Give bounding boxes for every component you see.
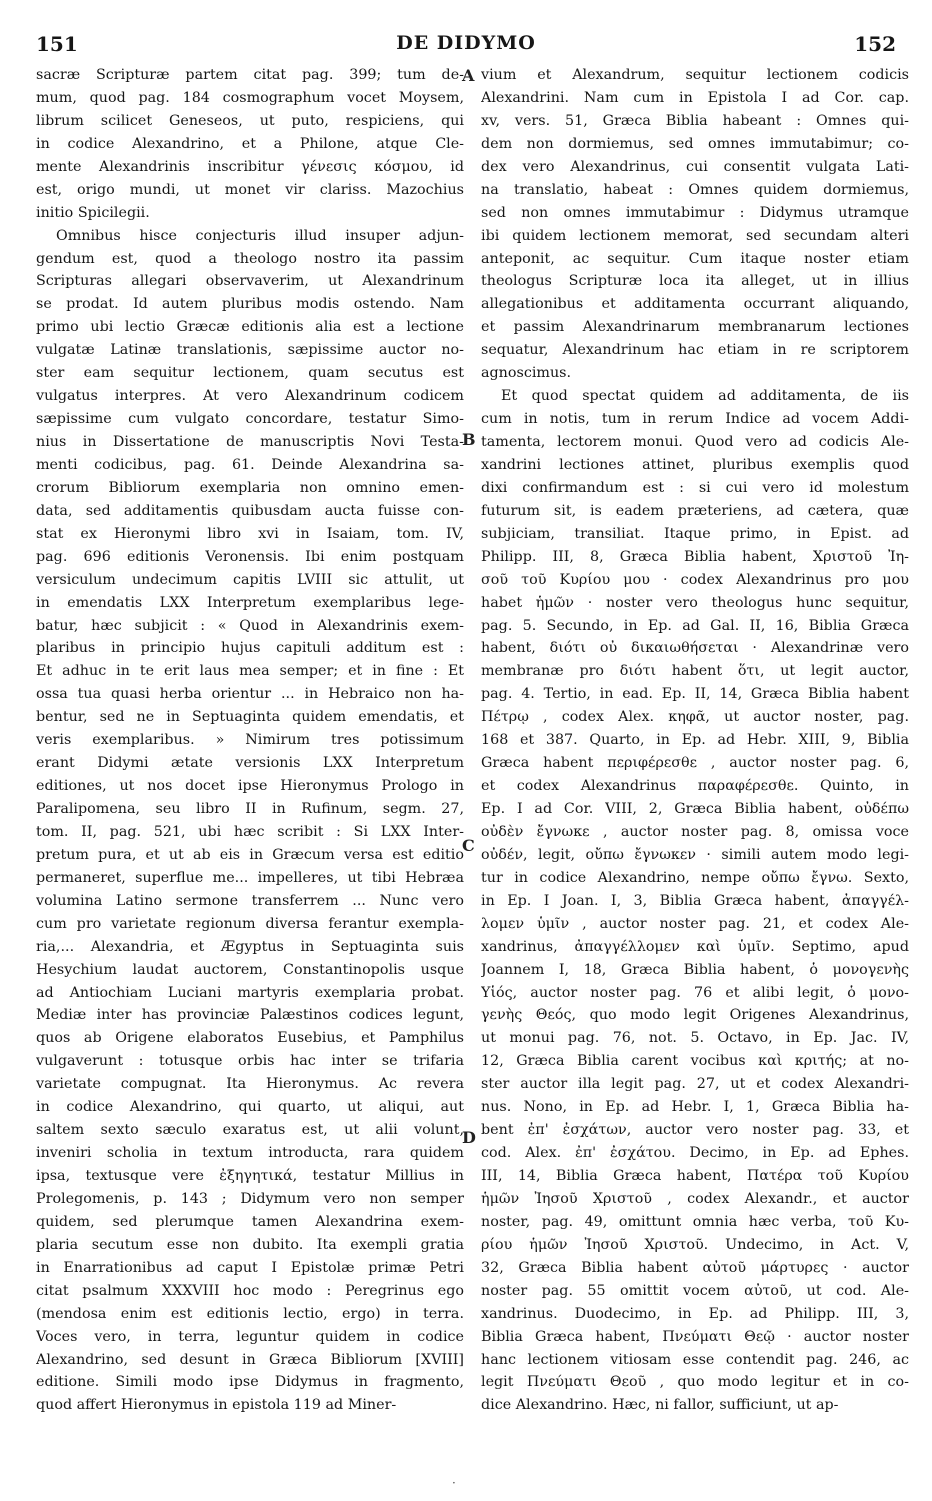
text-line: pretum pura, et ut ab eis in Græcum versa est editio — [36, 846, 464, 863]
text-line: xandrinus, ἀπαγγέλλομεν καὶ ὑμῖν. Septimo, apud — [481, 938, 909, 955]
left-column — [36, 64, 464, 1417]
text-line: pag. 4. Tertio, in ead. Ep. II, 14, Græca Biblia habent — [481, 686, 909, 703]
text-line: Prolegomenis, p. 143 ; Didymum vero non semper — [36, 1190, 464, 1207]
text-line: xandrinus. Duodecimo, in Ep. ad Philipp. III, 3, — [481, 1305, 909, 1322]
text-line: III, 14, Biblia Græca habent, Πατέρα τοῦ Κυρίου — [481, 1168, 909, 1184]
text-line: noster pag. 55 omittit vocem αὐτοῦ, ut cod. Ale- — [481, 1282, 909, 1299]
text-line: σοῦ τοῦ Κυρίου μου · codex Alexandrinus pro μου — [481, 571, 909, 588]
text-line: cum in notis, tum in rerum Indice ad vocem Addi- — [481, 411, 909, 428]
text-line: ster auctor illa legit pag. 27, ut et codex Alexandri- — [481, 1076, 909, 1093]
text-line: mente Alexandrinis inscribitur γένεσις κόσμου, id — [36, 158, 464, 175]
text-line: tom. II, pag. 521, ubi hæc scribit : Si LXX Inter- — [36, 823, 464, 840]
text-line: ipsa, textusque vere ἐξηγητικά, testatur Millius in — [36, 1168, 464, 1184]
text-line: ibi quidem lectionem memorat, sed secundam alteri — [481, 227, 909, 244]
text-line: editiones, ut nos docet ipse Hieronymus Prologo in — [36, 778, 464, 795]
text-line: Scripturas allegari observaverim, ut Alexandrinum — [36, 273, 464, 290]
text-line: (mendosa enim est editionis lectio, ergo) in terra. — [36, 1305, 464, 1322]
text-line: ρίου ἡμῶν Ἰησοῦ Χριστοῦ. Undecimo, in Act. V, — [481, 1236, 909, 1253]
margin-letter-a: A — [462, 66, 475, 85]
text-line: quod affert Hieronymus in epistola 119 ad Miner- — [36, 1397, 397, 1414]
text-line: crorum Bibliorum exemplaria non omnino emen- — [36, 479, 464, 496]
text-line: Ep. I ad Cor. VIII, 2, Græca Biblia habent, οὐδέπω — [481, 801, 909, 817]
text-line: legit Πνεύματι Θεοῦ , quo modo legitur et in co- — [481, 1374, 909, 1391]
text-line: cod. Alex. ἐπ' ἐσχάτου. Decimo, in Ep. ad Ephes. — [481, 1145, 909, 1162]
text-line: sæpissime cum vulgato concordare, testatur Simo- — [36, 411, 464, 428]
text-line: xv, vers. 51, Græca Biblia habeant : Omnes qui- — [481, 112, 909, 129]
text-line: tamenta, lectorem monui. Quod vero ad codicis Ale- — [481, 434, 909, 450]
text-line: et passim Alexandrinarum membranarum lectiones — [481, 319, 909, 336]
text-line: permaneret, superflue me... impelleres, ut tibi Hebræa — [36, 869, 464, 886]
text-line: saltem sexto sæculo exaratus est, ut alii volunt, — [36, 1122, 464, 1139]
text-line: est, origo mundi, ut monet vir clariss. Mazochius — [36, 181, 464, 198]
text-line: 168 et 387. Quarto, in Ep. ad Hebr. XIII, 9, Biblia — [481, 732, 909, 749]
text-line: dice Alexandrino. Hæc, ni fallor, sufficiunt, ut ap- — [481, 1397, 839, 1414]
text-line: ster eam sequitur lectionem, quam secutus est — [36, 365, 464, 382]
text-line: in codice Alexandrino, et a Philone, atque Cle- — [36, 135, 464, 152]
text-line: theologus Scripturæ loca ita alleget, ut in illius — [481, 273, 909, 290]
text-line: Alexandrino, sed desunt in Græca Bibliorum [XVIII] — [36, 1351, 464, 1368]
text-line: 12, Græca Biblia carent vocibus καὶ κριτής; at no- — [481, 1053, 909, 1070]
running-header — [36, 32, 896, 62]
text-line: inveniri scholia in textum introducta, rara quidem — [36, 1145, 464, 1162]
text-line: membranæ pro διότι habent ὅτι, ut legit auctor, — [481, 663, 909, 680]
text-line: ut monui pag. 76, not. 5. Octavo, in Ep. Jac. IV, — [481, 1030, 909, 1047]
text-line: Joannem I, 18, Græca Biblia habent, ὁ μονογενὴς — [481, 961, 909, 978]
text-line: Omnibus hisce conjecturis illud insuper adjun- — [56, 227, 464, 244]
text-line: ossa tua quasi herba orientur ... in Hebraico non ha- — [36, 686, 464, 703]
text-line: cum pro varietate regionum diversa ferantur exempla- — [36, 915, 464, 932]
text-line: dex vero Alexandrinus, cui consentit vulgata Lati- — [481, 158, 909, 175]
text-line: menti codicibus, pag. 61. Deinde Alexandrina sa- — [36, 456, 464, 473]
text-line: Alexandrini. Nam cum in Epistola I ad Cor. cap. — [481, 89, 909, 106]
text-line: varietate compugnat. Ita Hieronymus. Ac revera — [36, 1076, 464, 1093]
text-line: se prodat. Id autem pluribus modis ostendo. Nam — [36, 296, 464, 313]
margin-letter-b: B — [462, 430, 476, 449]
text-line: xandrini lectiones attinet, pluribus exemplis quod — [481, 456, 909, 473]
running-title: DE DIDYMO — [396, 32, 536, 54]
text-line: habent, διότι οὐ δικαιωθήσεται · Alexandrinæ vero — [481, 640, 909, 657]
text-line: editione. Simili modo ipse Didymus in fragmento, — [36, 1374, 464, 1391]
text-line: Et adhuc in te erit laus mea semper; et in fine : Et — [36, 663, 464, 680]
text-line: 32, Græca Biblia habent αὐτοῦ μάρτυρες · auctor — [481, 1259, 909, 1276]
text-line: in Ep. I Joan. I, 3, Biblia Græca habent, ἀπαγγέλ- — [481, 892, 909, 909]
text-line: primo ubi lectio Græcæ editionis alia est a lectione — [36, 319, 464, 336]
page-number-right: 152 — [854, 32, 896, 56]
text-line: subjiciam, transiliat. Itaque primo, in Epist. ad — [481, 525, 909, 542]
text-line: initio Spicilegii. — [36, 204, 150, 221]
text-line: data, sed additamentis quibusdam aucta fuisse con- — [36, 502, 464, 519]
text-line: pag. 5. Secundo, in Ep. ad Gal. II, 16, Biblia Græca — [481, 617, 909, 634]
text-line: batur, hæc subjicit : « Quod in Alexandrinis exem- — [36, 617, 464, 634]
text-line: quos ab Origene elaboratos Eusebius, et Pamphilus — [36, 1030, 464, 1047]
text-line: in emendatis LXX Interpretum exemplaribus lege- — [36, 594, 464, 611]
text-line: stat ex Hieronymi libro xvi in Isaiam, tom. IV, — [36, 525, 464, 542]
text-line: dem non dormiemus, sed omnes immutabimur; co- — [481, 135, 909, 152]
text-line: mum, quod pag. 184 cosmographum vocet Moysem, — [36, 89, 464, 106]
text-line: hanc lectionem vitiosam esse contendit pag. 246, ac — [481, 1351, 909, 1368]
text-line: vulgatus interpres. At vero Alexandrinum codicem — [36, 388, 464, 405]
text-line: Mediæ inter has provinciæ Palæstinos codices legunt, — [36, 1007, 464, 1024]
text-line: gendum est, quod a theologo nostro ita passim — [36, 250, 464, 267]
text-line: vulgaverunt : totusque orbis hac inter se trifaria — [36, 1053, 464, 1070]
text-line: erant Didymi ætate versionis LXX Interpretum — [36, 755, 464, 772]
text-line: volumina Latino sermone transferrem ... Nunc vero — [36, 892, 464, 909]
text-line: dixi confirmandum est : si cui vero id molestum — [481, 479, 909, 496]
text-line: Biblia Græca habent, Πνεύματι Θεῷ · auctor noster — [481, 1328, 909, 1345]
text-line: γενὴς Θεός, quo modo legit Origenes Alexandrinus, — [481, 1007, 909, 1024]
text-line: ἡμῶν Ἰησοῦ Χριστοῦ , codex Alexandr., et auctor — [481, 1190, 909, 1207]
text-line: Philipp. III, 8, Græca Biblia habent, Χριστοῦ Ἰη- — [481, 548, 909, 565]
text-line: anteponit, ac sequitur. Cum itaque noster etiam — [481, 250, 909, 267]
text-line: ria,... Alexandria, et Ægyptus in Septuaginta suis — [36, 938, 464, 955]
text-line: Voces vero, in terra, leguntur quidem in codice — [36, 1328, 464, 1345]
text-line: nius in Dissertatione de manuscriptis Novi Testa- — [36, 434, 464, 450]
text-line: ad Antiochiam Luciani martyris exemplaria probat. — [36, 984, 464, 1001]
text-line: vulgatæ Latinæ translationis, sæpissime auctor no- — [36, 342, 464, 359]
text-line: et codex Alexandrinus παραφέρεσθε. Quinto, in — [481, 778, 909, 795]
text-line: veris exemplaribus. » Nimirum tres potissimum — [36, 732, 464, 749]
text-line: Hesychium laudat auctorem, Constantinopolis usque — [36, 961, 464, 978]
text-line: pag. 696 editionis Veronensis. Ibi enim postquam — [36, 548, 464, 565]
text-line: agnoscimus. — [481, 365, 572, 382]
right-column — [481, 64, 909, 1417]
text-line: sacræ Scripturæ partem citat pag. 399; tum de- — [36, 67, 464, 83]
text-line: librum scilicet Geneseos, ut puto, respiciens, qui — [36, 112, 464, 129]
page-number-left: 151 — [36, 32, 78, 56]
text-line: habet ἡμῶν · noster vero theologus hunc sequitur, — [481, 594, 909, 611]
text-line: οὐδὲν ἔγνωκε , auctor noster pag. 8, omissa voce — [481, 823, 909, 840]
text-line: bentur, sed ne in Septuaginta quidem emendatis, et — [36, 709, 464, 726]
text-line: sed non omnes immutabimur : Didymus utramque — [481, 204, 909, 221]
text-line: Paralipomena, seu libro II in Rufinum, segm. 27, — [36, 801, 464, 817]
text-line: versiculum undecimum capitis LVIII sic attulit, ut — [36, 571, 464, 588]
text-line: bent ἐπ' ἐσχάτων, auctor vero noster pag. 33, et — [481, 1122, 909, 1139]
text-line: quidem, sed plerumque tamen Alexandrina exem- — [36, 1213, 464, 1230]
text-line: tur in codice Alexandrino, nempe οὔπω ἔγνω. Sexto, — [481, 869, 909, 886]
text-line: citat psalmum XXXVIII hoc modo : Peregrinus ego — [36, 1282, 464, 1299]
text-line: Et quod spectat quidem ad additamenta, de iis — [501, 388, 909, 405]
margin-letter-d: D — [462, 1128, 476, 1147]
text-line: allegationibus et additamenta occurrant aliquando, — [481, 296, 909, 313]
text-line: vium et Alexandrum, sequitur lectionem codicis — [481, 67, 909, 83]
text-line: Υἱός, auctor noster pag. 76 et alibi legit, ὁ μονο- — [481, 984, 909, 1001]
text-line: na translatio, habeat : Omnes quidem dormiemus, — [481, 181, 909, 198]
footer-mark: · — [452, 1476, 456, 1490]
text-line: futurum sit, is eadem præteriens, ad cætera, quæ — [481, 502, 909, 519]
text-line: Græca habent περιφέρεσθε , auctor noster pag. 6, — [481, 755, 909, 772]
text-line: οὐδέν, legit, οὔπω ἔγνωκεν · simili autem modo legi- — [481, 846, 909, 863]
text-line: in Enarrationibus ad caput I Epistolæ primæ Petri — [36, 1259, 464, 1276]
text-line: Πέτρῳ , codex Alex. κηφᾶ, ut auctor noster, pag. — [481, 709, 909, 726]
margin-letter-c: C — [462, 836, 475, 855]
text-line: λομεν ὑμῖν , auctor noster pag. 21, et codex Ale- — [481, 915, 909, 932]
text-line: plaribus in principio hujus capituli additum est : — [36, 640, 464, 657]
text-line: plaria secutum esse non dubito. Ita exempli gratia — [36, 1236, 464, 1253]
text-line: nus. Nono, in Ep. ad Hebr. I, 1, Græca Biblia ha- — [481, 1099, 909, 1116]
text-line: in codice Alexandrino, qui quarto, ut aliqui, aut — [36, 1099, 464, 1116]
text-line: noster, pag. 49, omittunt omnia hæc verba, τοῦ Κυ- — [481, 1213, 909, 1230]
text-line: sequatur, Alexandrinum hac etiam in re scriptorem — [481, 342, 909, 359]
